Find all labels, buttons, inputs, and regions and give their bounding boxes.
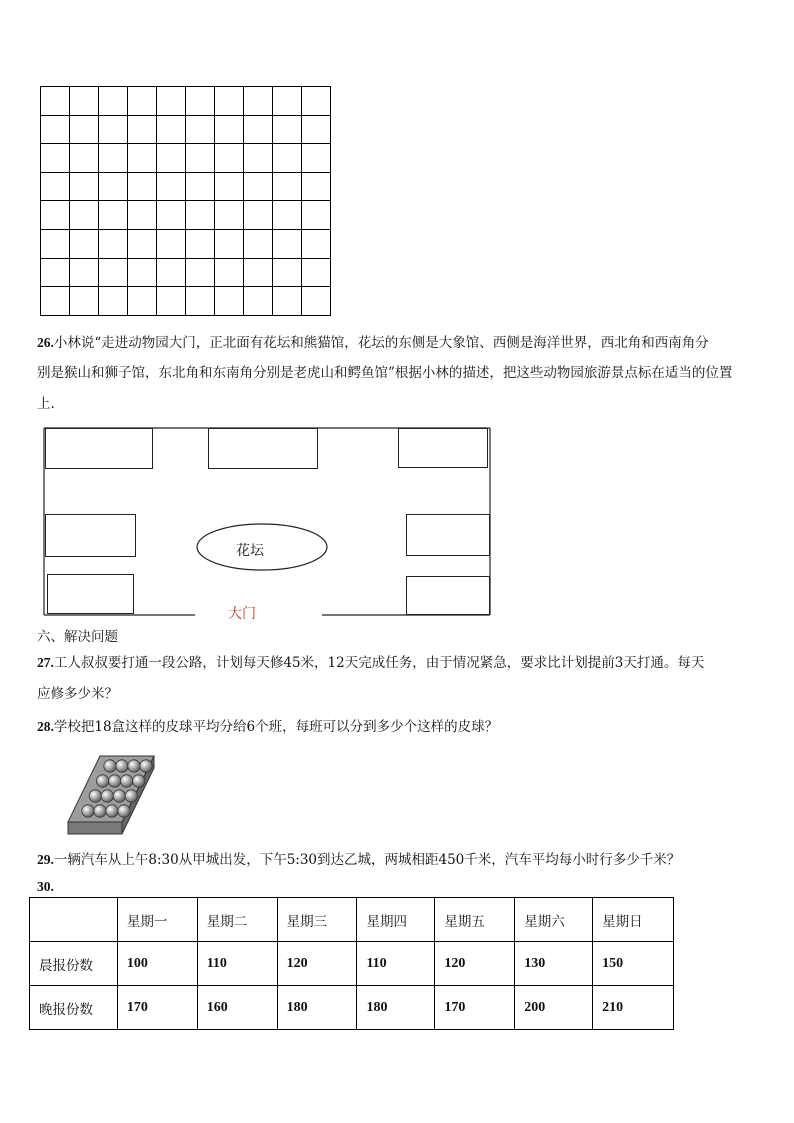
grid-cell: [186, 229, 215, 258]
flower-bed-label: 花坛: [236, 543, 264, 559]
q30-number: [37, 880, 54, 894]
grid-cell: [244, 87, 273, 116]
grid-cell: [215, 172, 244, 201]
ball-icon: [118, 805, 130, 817]
grid-cell: [157, 87, 186, 116]
grid-cell: [302, 144, 331, 173]
table-header-row: [30, 898, 674, 942]
table-cell: 170: [117, 986, 197, 1030]
room-east: [406, 514, 490, 556]
table-cell: 170: [435, 986, 515, 1030]
ball-icon: [104, 760, 116, 772]
grid-cell: [273, 87, 302, 116]
grid-row: [41, 144, 331, 173]
ball-icon: [106, 805, 118, 817]
grid-cell: [302, 87, 331, 116]
table-cell: 120: [277, 942, 357, 986]
grid-cell: [99, 115, 128, 144]
grid-cell: [273, 172, 302, 201]
ball-icon: [140, 760, 152, 772]
table-corner-cell: [30, 898, 118, 942]
grid-cell: [273, 115, 302, 144]
ball-icon: [89, 790, 101, 802]
q29-number: 29.: [37, 852, 54, 867]
q26-text-line1: 小林说“走进动物园大门，正北面有花坛和熊猫馆，花坛的东侧是大象馆、西侧是海洋世界，西北角和西南角分: [53, 335, 709, 351]
grid-cell: [41, 87, 70, 116]
table-row-label: 晨报份数: [30, 942, 118, 986]
grid-cell: [244, 144, 273, 173]
grid-cell: [41, 287, 70, 316]
table-header-cell: 星期一: [117, 898, 197, 942]
table-row: [30, 986, 674, 1030]
grid-cell: [244, 287, 273, 316]
table-cell: 180: [277, 986, 357, 1030]
grid-cell: [99, 144, 128, 173]
grid-row: [41, 258, 331, 287]
grid-cell: [128, 229, 157, 258]
room-southeast: [406, 576, 490, 615]
q26-line1: [37, 336, 709, 350]
grid-cell: [302, 172, 331, 201]
ball-icon: [113, 790, 125, 802]
q26-number: 26.: [37, 335, 54, 350]
grid-cell: [128, 87, 157, 116]
grid-cell: [186, 172, 215, 201]
grid-cell: [70, 258, 99, 287]
q27-number: 27.: [37, 655, 54, 670]
grid-cell: [244, 115, 273, 144]
grid-cell: [70, 229, 99, 258]
grid-cell: [41, 201, 70, 230]
grid-cell: [273, 258, 302, 287]
grid-cell: [302, 115, 331, 144]
room-northeast: [398, 428, 488, 468]
table-cell: 100: [117, 942, 197, 986]
q28-number: 28.: [37, 719, 54, 734]
grid-cell: [70, 115, 99, 144]
grid-cell: [99, 172, 128, 201]
grid-row: [41, 172, 331, 201]
grid-cell: [70, 172, 99, 201]
grid-cell: [70, 144, 99, 173]
grid-cell: [41, 172, 70, 201]
table-cell: 210: [593, 986, 674, 1030]
grid-row: [41, 287, 331, 316]
q28-text: 学校把18盒这样的皮球平均分给6个班，每班可以分到多少个这样的皮球？: [53, 719, 499, 735]
grid-cell: [41, 144, 70, 173]
grid-cell: [302, 229, 331, 258]
grid-cell: [128, 201, 157, 230]
grid-cell: [41, 229, 70, 258]
table-cell: 160: [197, 986, 277, 1030]
grid-cell: [302, 258, 331, 287]
grid-cell: [70, 87, 99, 116]
grid-cell: [215, 115, 244, 144]
grid-row: [41, 87, 331, 116]
flower-bed-ellipse: [197, 524, 327, 570]
grid-cell: [215, 201, 244, 230]
table-header-cell: 星期日: [593, 898, 674, 942]
grid-cell: [186, 258, 215, 287]
grid-cell: [157, 115, 186, 144]
answer-grid: [40, 86, 331, 316]
q27-text-line1: 工人叔叔要打通一段公路，计划每天修45米，12天完成任务，由于情况紧急，要求比计划提前3天打通。每天: [53, 655, 705, 671]
table-cell: 150: [593, 942, 674, 986]
grid-cell: [273, 201, 302, 230]
grid-cell: [128, 115, 157, 144]
room-northwest: [45, 428, 153, 469]
gate-label: 大门: [228, 606, 256, 622]
grid-cell: [186, 201, 215, 230]
q27-text-line2: 应修多少米？: [37, 686, 118, 702]
q28-line: [37, 720, 498, 734]
ball-box-illustration: [64, 748, 156, 838]
grid-cell: [244, 258, 273, 287]
grid-cell: [215, 87, 244, 116]
grid-cell: [215, 229, 244, 258]
table-row-label: 晚报份数: [30, 986, 118, 1030]
room-west: [45, 514, 136, 557]
grid-cell: [244, 201, 273, 230]
grid-cell: [128, 144, 157, 173]
table-cell: 120: [435, 942, 515, 986]
grid-cell: [99, 287, 128, 316]
grid-cell: [99, 229, 128, 258]
grid-cell: [157, 258, 186, 287]
grid-cell: [186, 115, 215, 144]
grid-cell: [302, 201, 331, 230]
ball-icon: [120, 775, 132, 787]
table-cell: 130: [515, 942, 593, 986]
grid-cell: [128, 287, 157, 316]
table-cell: 180: [357, 986, 435, 1030]
grid-cell: [157, 287, 186, 316]
room-north: [208, 428, 318, 469]
grid-cell: [186, 144, 215, 173]
grid-cell: [215, 287, 244, 316]
grid-cell: [157, 172, 186, 201]
grid-cell: [99, 201, 128, 230]
ball-icon: [108, 775, 120, 787]
grid-cell: [244, 229, 273, 258]
grid-cell: [157, 229, 186, 258]
ball-icon: [125, 790, 137, 802]
table-header-cell: 星期三: [277, 898, 357, 942]
q29-line: [37, 853, 680, 867]
grid-cell: [273, 144, 302, 173]
grid-cell: [99, 87, 128, 116]
q26-text-line2: 别是猴山和狮子馆，东北角和东南角分别是老虎山和鳄鱼馆”根据小林的描述，把这些动物园旅游景点标在适当的位置: [37, 365, 733, 381]
grid-cell: [70, 201, 99, 230]
table-cell: 110: [197, 942, 277, 986]
newspaper-table: [29, 897, 674, 1030]
q29-text: 一辆汽车从上午8:30从甲城出发，下午5:30到达乙城，两城相距450千米，汽车平均每小时行多少千米？: [53, 852, 681, 868]
grid-cell: [157, 144, 186, 173]
q27-line1: [37, 656, 704, 670]
grid-cell: [215, 258, 244, 287]
table-cell: 200: [515, 986, 593, 1030]
table-row: [30, 942, 674, 986]
ball-icon: [132, 775, 144, 787]
table-header-cell: 星期四: [357, 898, 435, 942]
room-southwest: [47, 574, 134, 614]
ball-icon: [128, 760, 140, 772]
grid-cell: [273, 229, 302, 258]
grid-cell: [186, 287, 215, 316]
grid-cell: [128, 172, 157, 201]
table-header-cell: 星期二: [197, 898, 277, 942]
grid-cell: [157, 201, 186, 230]
grid-cell: [99, 258, 128, 287]
grid-row: [41, 115, 331, 144]
table-cell: 110: [357, 942, 435, 986]
grid-cell: [41, 115, 70, 144]
ball-icon: [96, 775, 108, 787]
ball-icon: [94, 805, 106, 817]
grid-cell: [128, 258, 157, 287]
grid-cell: [41, 258, 70, 287]
table-header-cell: 星期六: [515, 898, 593, 942]
grid-row: [41, 201, 331, 230]
section-6-title: 六、解决问题: [37, 629, 118, 645]
q26-text-line3: 上.: [37, 396, 55, 412]
grid-cell: [215, 144, 244, 173]
ball-icon: [116, 760, 128, 772]
grid-cell: [70, 287, 99, 316]
table-header-cell: 星期五: [435, 898, 515, 942]
grid-cell: [244, 172, 273, 201]
grid-cell: [273, 287, 302, 316]
ball-icon: [82, 805, 94, 817]
ball-icon: [101, 790, 113, 802]
q30-number-text: 30.: [37, 879, 54, 894]
grid-cell: [302, 287, 331, 316]
grid-row: [41, 229, 331, 258]
grid-cell: [186, 87, 215, 116]
